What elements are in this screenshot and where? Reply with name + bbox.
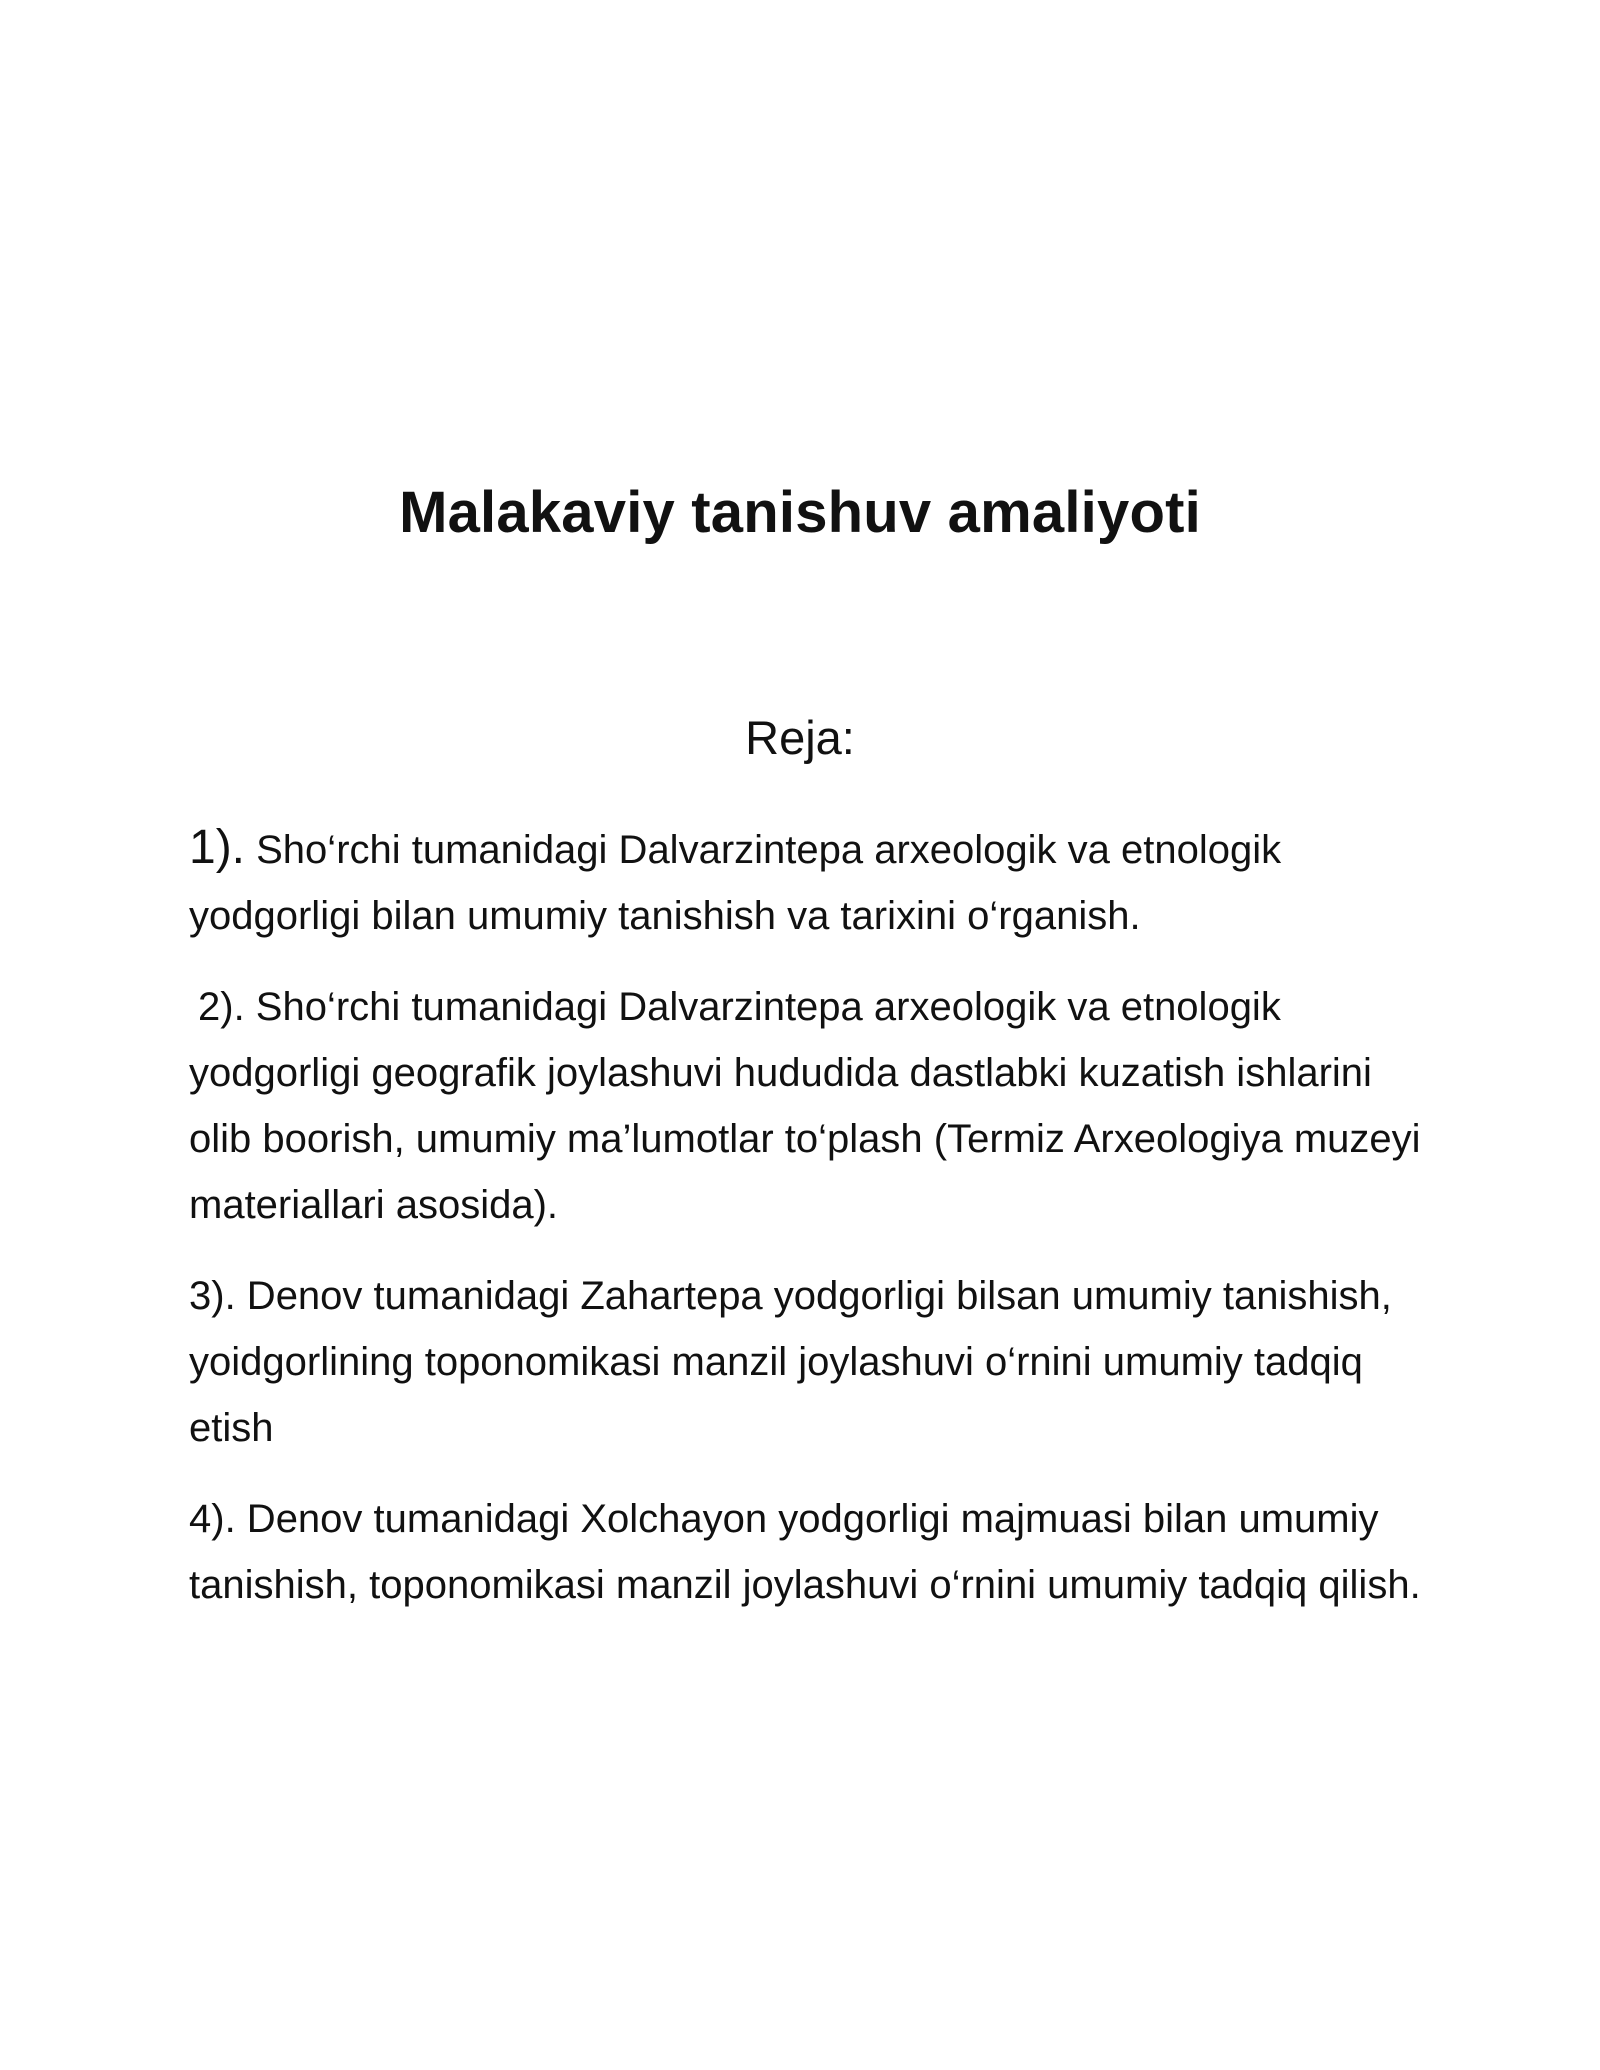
plan-item-text: Denov tumanidagi Zahartepa yodgorligi bilsan umumiy tanishish, yoidgorlining toponomikasi manzil joylashuvi o‘rnini umumiy tadqiq etish bbox=[189, 1274, 1392, 1450]
page-title: Malakaviy tanishuv amaliyoti bbox=[399, 480, 1201, 545]
plan-item-text: Sho‘rchi tumanidagi Dalvarzintepa arxeologik va etnologik yodgorligi bilan umumiy tanishish va tarixini o‘rganish. bbox=[189, 828, 1282, 938]
plan-item-2 bbox=[189, 974, 1429, 1238]
plan-item-number: 1). bbox=[189, 821, 246, 874]
plan-item-3 bbox=[189, 1263, 1429, 1461]
plan-heading: Reja: bbox=[745, 711, 855, 764]
plan-item-4 bbox=[189, 1486, 1429, 1618]
plan-item-number: 2). bbox=[198, 985, 245, 1029]
plan-list bbox=[189, 815, 1429, 1643]
plan-item-number: 3). bbox=[189, 1274, 236, 1318]
plan-item-text: Sho‘rchi tumanidagi Dalvarzintepa arxeologik va etnologik yodgorligi geografik joylashuvi hududida dastlabki kuzatish ishlarini olib boorish, umumiy ma’lumotlar to‘plash (Termiz Arxeologiya muzeyi materiallari asosida). bbox=[189, 985, 1421, 1227]
plan-item-number: 4). bbox=[189, 1497, 236, 1541]
plan-item-text: Denov tumanidagi Xolchayon yodgorligi majmuasi bilan umumiy tanishish, toponomikasi manzil joylashuvi o‘rnini umumiy tadqiq qilish. bbox=[189, 1497, 1421, 1607]
plan-item-1 bbox=[189, 815, 1429, 949]
